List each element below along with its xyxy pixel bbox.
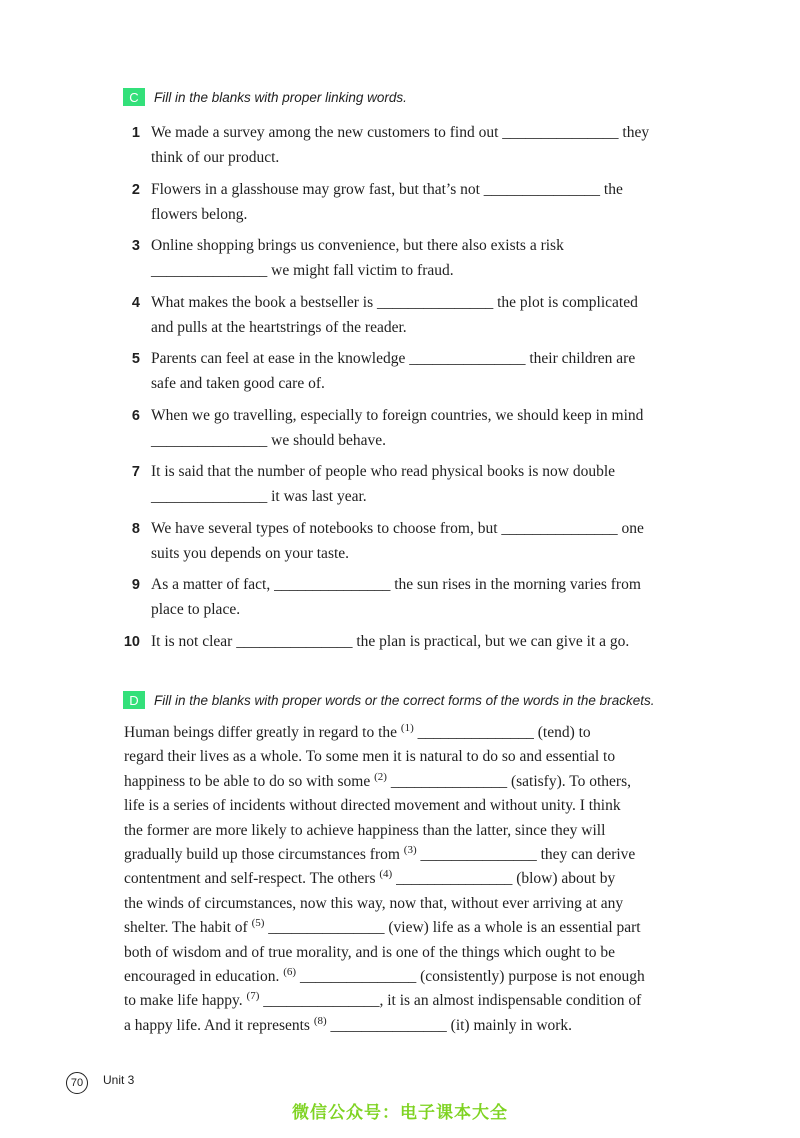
blank-number: (7) [246, 990, 260, 1003]
passage-text: _______________ they can derive contentment and self-respect. The others [124, 846, 636, 888]
passage-text: Human beings differ greatly in regard to the [124, 724, 401, 741]
question-text: Flowers in a glasshouse may grow fast, but that’s not _______________ the flowers belong. [151, 181, 623, 223]
question-text: When we go travelling, especially to foreign countries, we should keep in mind _______________ we should behave. [151, 407, 644, 449]
passage-text: _______________ (view) life as a whole is an essential part both of wisdom and of true morality, and is one of the things which ought to be encouraged in education. [124, 919, 641, 986]
question-number: 8 [131, 521, 140, 537]
passage-text: _______________ (consistently) purpose is not enough to make life happy. [124, 968, 645, 1010]
section-d-instruction: Fill in the blanks with proper words or the correct forms of the words in the brackets. [154, 692, 655, 708]
question-number: 10 [123, 634, 140, 650]
blank-number: (5) [251, 917, 265, 930]
question-number: 2 [131, 182, 140, 198]
question-number: 5 [131, 351, 140, 367]
blank-number: (1) [400, 722, 414, 734]
question-text: What makes the book a bestseller is _______________ the plot is complicated and pulls at the heartstrings of the reader. [151, 294, 638, 336]
question-text: We made a survey among the new customers to find out _______________ they think of our product. [151, 124, 650, 166]
question-number: 3 [131, 238, 140, 254]
section-c-badge: C [123, 88, 145, 106]
section-c-header [123, 88, 407, 106]
question-text: We have several types of notebooks to choose from, but _______________ one suits you depends on your taste. [151, 520, 644, 562]
question-number: 9 [131, 577, 140, 593]
watermark-text: 微信公众号：电子课本大全 [292, 1103, 508, 1123]
page-number: 70 [66, 1072, 88, 1094]
blank-number: (8) [313, 1014, 327, 1027]
question-text: As a matter of fact, _______________ the sun rises in the morning varies from place to place. [151, 576, 641, 618]
blank-number: (2) [374, 770, 387, 783]
passage-text: _______________ (it) mainly in work. [326, 1016, 573, 1034]
passage-text: _______________, it is an almost indispensable condition of a happy life. And it represents [124, 992, 642, 1034]
passage-text: _______________ (blow) about by the winds of circumstances, now this way, now that, without ever arriving at any shelter. The habit of [124, 870, 624, 937]
question-number: 7 [131, 464, 140, 480]
question-text: It is said that the number of people who read physical books is now double _______________ it was last year. [151, 463, 616, 505]
question-number: 4 [131, 295, 140, 311]
question-number: 1 [131, 125, 140, 141]
blank-number: (6) [283, 966, 297, 979]
section-c-instruction: Fill in the blanks with proper linking words. [154, 89, 407, 105]
passage-text: _______________ (satisfy). To others, life is a series of incidents without directed movement and without unity. I think the former are more likely to achieve happiness than the latter, since they will gradually build up those circumstances from [124, 772, 631, 864]
question-text: Parents can feel at ease in the knowledge _______________ their children are safe and taken good care of. [151, 350, 636, 392]
blank-number: (4) [379, 868, 393, 881]
section-d-passage [124, 721, 704, 1038]
question-text: Online shopping brings us convenience, but there also exists a risk _______________ we might fall victim to fraud. [151, 237, 564, 279]
passage-text: _______________ (tend) to regard their lives as a whole. To some men it is natural to do so and essential to happiness to be able to do so with some [124, 724, 616, 790]
blank-number: (3) [403, 844, 417, 857]
unit-label: Unit 3 [103, 1073, 135, 1087]
section-d-header [123, 691, 654, 709]
question-number: 6 [131, 408, 140, 424]
section-d-badge: D [123, 691, 145, 709]
question-text: It is not clear _______________ the plan is practical, but we can give it a go. [151, 633, 630, 650]
